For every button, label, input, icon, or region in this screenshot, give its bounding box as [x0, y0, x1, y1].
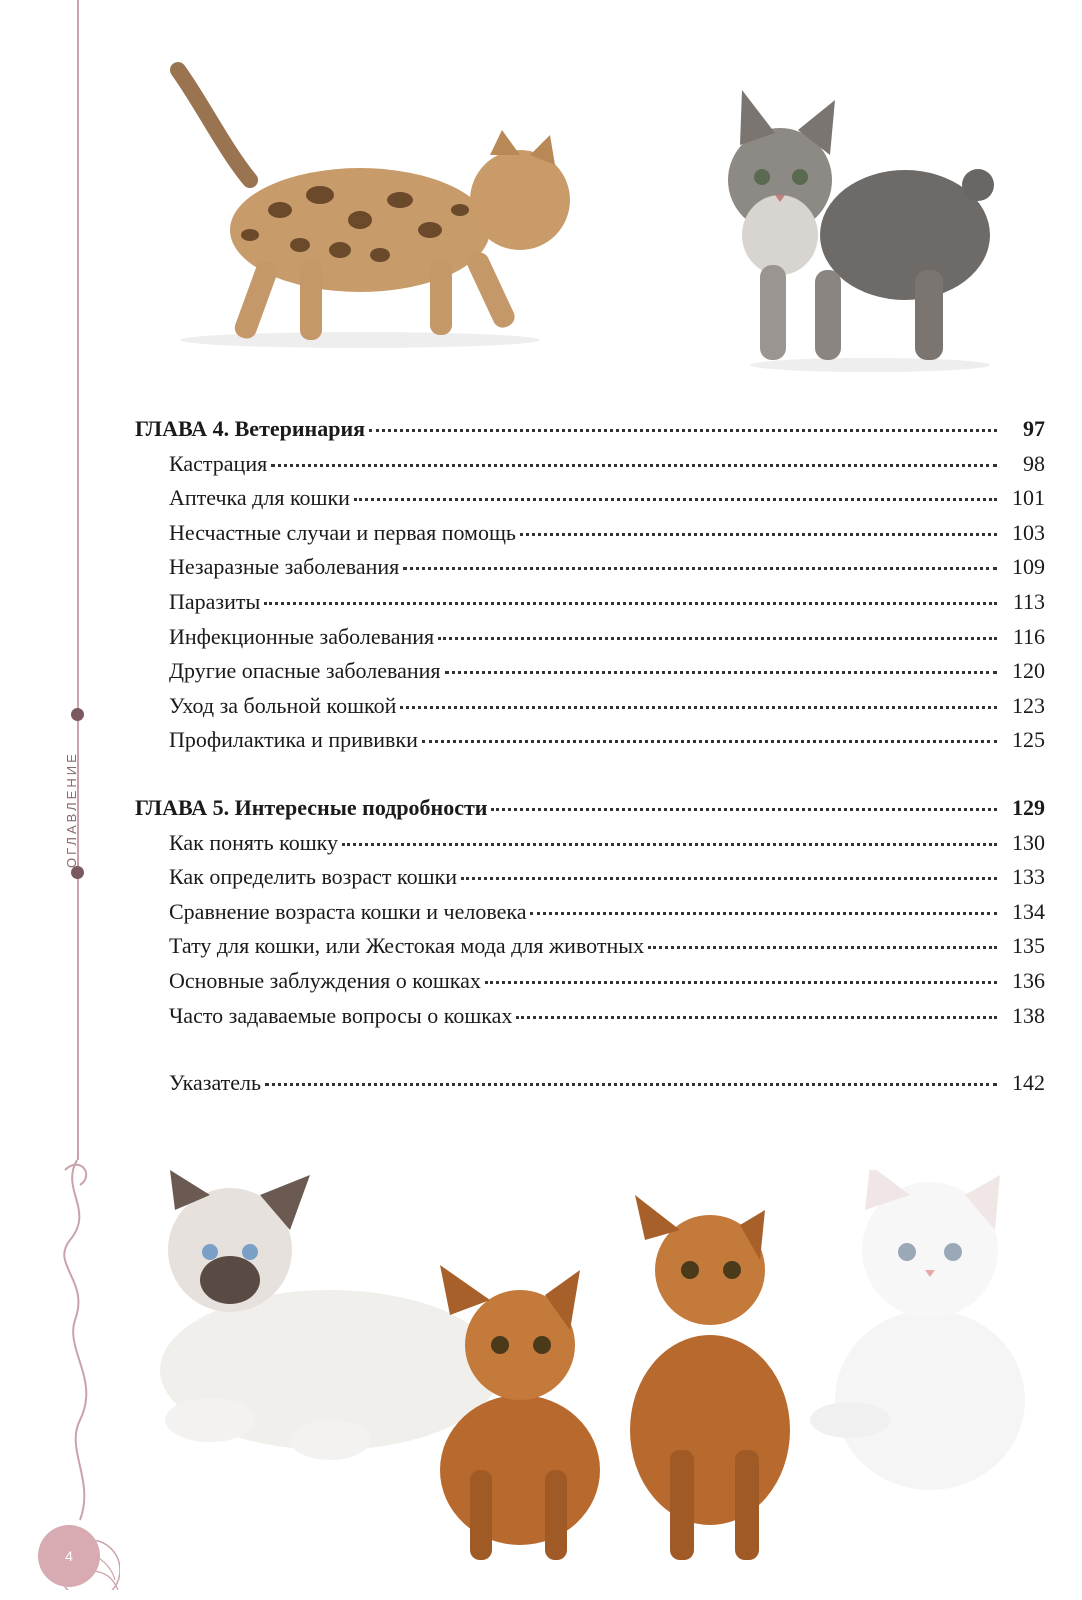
toc-item[interactable]: Аптечка для кошки 101: [169, 485, 1045, 511]
toc-item[interactable]: Как определить возраст кошки 133: [169, 864, 1045, 890]
yarn-icon: [20, 1150, 120, 1590]
toc-chapter-4[interactable]: ГЛАВА 4. Ветеринария 97: [135, 416, 1045, 441]
toc-item[interactable]: Как понять кошку 130: [169, 829, 1045, 855]
page-number-badge: 4: [38, 1525, 100, 1587]
toc-index[interactable]: Указатель 142: [169, 1070, 1045, 1096]
decorative-thread: [77, 0, 79, 1160]
bengal-kitten-photo: [130, 60, 590, 360]
toc-item[interactable]: Тату для кошки, или Жестокая мода для животных 135: [169, 933, 1045, 959]
table-of-contents: [135, 412, 1045, 1101]
toc-item[interactable]: Кастрация 98: [169, 450, 1045, 476]
toc-item[interactable]: Основные заблуждения о кошках 136: [169, 967, 1045, 993]
toc-item[interactable]: Инфекционные заболевания 116: [169, 623, 1045, 649]
toc-chapter-5[interactable]: ГЛАВА 5. Интересные подробности 129: [135, 794, 1045, 820]
toc-item[interactable]: Профилактика и прививки 125: [169, 727, 1045, 753]
side-label: ОГЛАВЛЕНИЕ: [64, 751, 79, 869]
toc-item[interactable]: Несчастные случаи и первая помощь 103: [169, 519, 1045, 545]
toc-item[interactable]: Сравнение возраста кошки и человека 134: [169, 898, 1045, 924]
toc-item[interactable]: Паразиты 113: [169, 588, 1045, 614]
toc-item[interactable]: Незаразные заболевания 109: [169, 554, 1045, 580]
abyssinian-kitten-right: [630, 1195, 790, 1560]
toc-item[interactable]: Часто задаваемые вопросы о кошках 138: [169, 1002, 1045, 1028]
white-kitten: [810, 1170, 1025, 1490]
colorpoint-cat: [160, 1170, 500, 1460]
toc-item[interactable]: Другие опасные заболевания 120: [169, 658, 1045, 684]
thread-dot-top: [71, 708, 84, 721]
tabby-kitten-photo: [720, 85, 1000, 375]
kittens-group-photo: [150, 1170, 1030, 1570]
toc-item[interactable]: Уход за больной кошкой 123: [169, 692, 1045, 718]
